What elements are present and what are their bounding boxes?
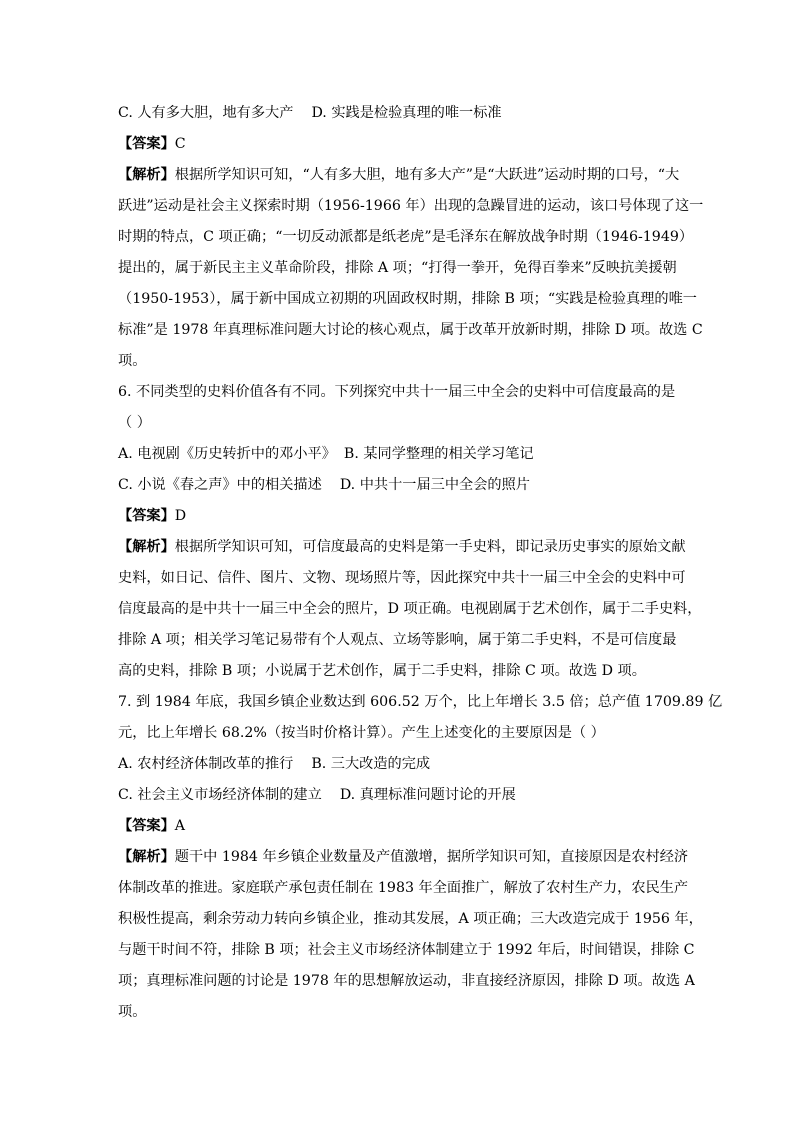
q6-option-a: A. 电视剧《历史转折中的邓小平》 xyxy=(118,446,336,462)
q7-options-line xyxy=(118,749,678,780)
q5-analysis-line: 时期的特点，C 项正确；“一切反动派都是纸老虎”是毛泽东在解放战争时期（1946-1949） xyxy=(118,229,694,245)
q7-analysis-line: 与题干时间不符，排除 B 项；社会主义市场经济体制建立于 1992 年后，时间错误，排除 C xyxy=(118,942,695,958)
q6-analysis-line: 史料，如日记、信件、图片、文物、现场照片等，因此探究中共十一届三中全会的史料中可 xyxy=(118,570,686,586)
q7-analysis-line: 项；真理标准问题的讨论是 1978 年的思想解放运动，非直接经济原因，排除 D 项。故选 A xyxy=(118,973,695,989)
q5-analysis-line: 标准”是 1978 年真理标准问题大讨论的核心观点，属于改革开放新时期，排除 D 项。故选 C xyxy=(118,322,703,338)
q7-analysis-line xyxy=(118,842,689,873)
q6-option-c: C. 小说《春之声》中的相关描述 xyxy=(118,477,322,493)
document-page xyxy=(118,98,723,1028)
q5-analysis-line xyxy=(118,160,678,191)
analysis-tag: 【解析】 xyxy=(118,849,175,865)
q6-analysis-line: 信度最高的是中共十一届三中全会的照片，D 项正确。电视剧属于艺术创作，属于二手史料， xyxy=(118,601,702,617)
analysis-tag: 【解析】 xyxy=(118,167,175,183)
q5-answer xyxy=(118,129,678,160)
q6-answer xyxy=(118,501,678,532)
q7-option-a: A. 农村经济体制改革的推行 xyxy=(118,756,294,772)
q5-option-c: C. 人有多大胆，地有多大产 xyxy=(118,105,294,121)
q7-stem-line: 元，比上年增长 68.2%（按当时价格计算）。产生上述变化的主要原因是（ ） xyxy=(118,725,605,741)
analysis-text: 根据所学知识可知，可信度最高的史料是第一手史料，即记录历史事实的原始文献 xyxy=(174,539,686,555)
q6-analysis-line: 排除 A 项；相关学习笔记易带有个人观点、立场等影响，属于第二手史料，不是可信度最 xyxy=(118,632,677,648)
q6-stem-line: 6. 不同类型的史料价值各有不同。下列探究中共十一届三中全会的史料中可信度最高的是 xyxy=(118,384,676,400)
answer-value: A xyxy=(174,818,186,834)
answer-tag: 【答案】 xyxy=(118,508,175,524)
q7-analysis-line: 积极性提高，剩余劳动力转向乡镇企业，推动其发展，A 项正确；三大改造完成于 1956 年， xyxy=(118,911,703,927)
q7-stem-line: 7. 到 1984 年底，我国乡镇企业数达到 606.52 万个，比上年增长 3.5 倍；总产值 1709.89 亿 xyxy=(118,694,723,710)
q6-options-line xyxy=(118,470,678,501)
q6-option-b: B. 某同学整理的相关学习笔记 xyxy=(343,446,534,462)
q5-analysis-line: 跃进”运动是社会主义探索时期（1956-1966 年）出现的急躁冒进的运动，该口号体现了这一 xyxy=(118,198,704,214)
q5-analysis-line: 项。 xyxy=(118,353,147,369)
q6-stem-line: （ ） xyxy=(118,415,151,431)
q7-option-c: C. 社会主义市场经济体制的建立 xyxy=(118,787,322,803)
answer-value: D xyxy=(174,508,187,524)
q6-options-line xyxy=(118,439,678,470)
q7-option-d: D. 真理标准问题讨论的开展 xyxy=(339,787,516,803)
answer-tag: 【答案】 xyxy=(118,818,175,834)
q6-analysis-line: 高的史料，排除 B 项；小说属于艺术创作，属于二手史料，排除 C 项。故选 D 项。 xyxy=(118,663,646,679)
answer-value: C xyxy=(174,136,186,152)
q7-option-b: B. 三大改造的完成 xyxy=(311,756,431,772)
q7-analysis-line: 体制改革的推进。家庭联产承包责任制在 1983 年全面推广，解放了农村生产力，农民生产 xyxy=(118,880,689,896)
analysis-text: 根据所学知识可知，“人有多大胆，地有多大产”是“大跃进”运动时期的口号，“大 xyxy=(174,167,680,183)
q5-options-line xyxy=(118,98,678,129)
q5-analysis-line: 提出的，属于新民主主义革命阶段，排除 A 项；“打得一拳开，免得百拳来”反映抗美援朝 xyxy=(118,260,677,276)
q7-options-line xyxy=(118,780,678,811)
analysis-tag: 【解析】 xyxy=(118,539,175,555)
q5-option-d: D. 实践是检验真理的唯一标准 xyxy=(311,105,502,121)
q7-answer xyxy=(118,811,678,842)
q5-analysis-line: （1950-1953），属于新中国成立初期的巩固政权时期，排除 B 项；“实践是检验真理的唯一 xyxy=(118,291,697,307)
q6-option-d: D. 中共十一届三中全会的照片 xyxy=(339,477,530,493)
analysis-text: 题干中 1984 年乡镇企业数量及产值激增，据所学知识可知，直接原因是农村经济 xyxy=(174,849,689,865)
q6-analysis-line xyxy=(118,532,686,563)
q7-analysis-line: 项。 xyxy=(118,1004,147,1020)
answer-tag: 【答案】 xyxy=(118,136,175,152)
